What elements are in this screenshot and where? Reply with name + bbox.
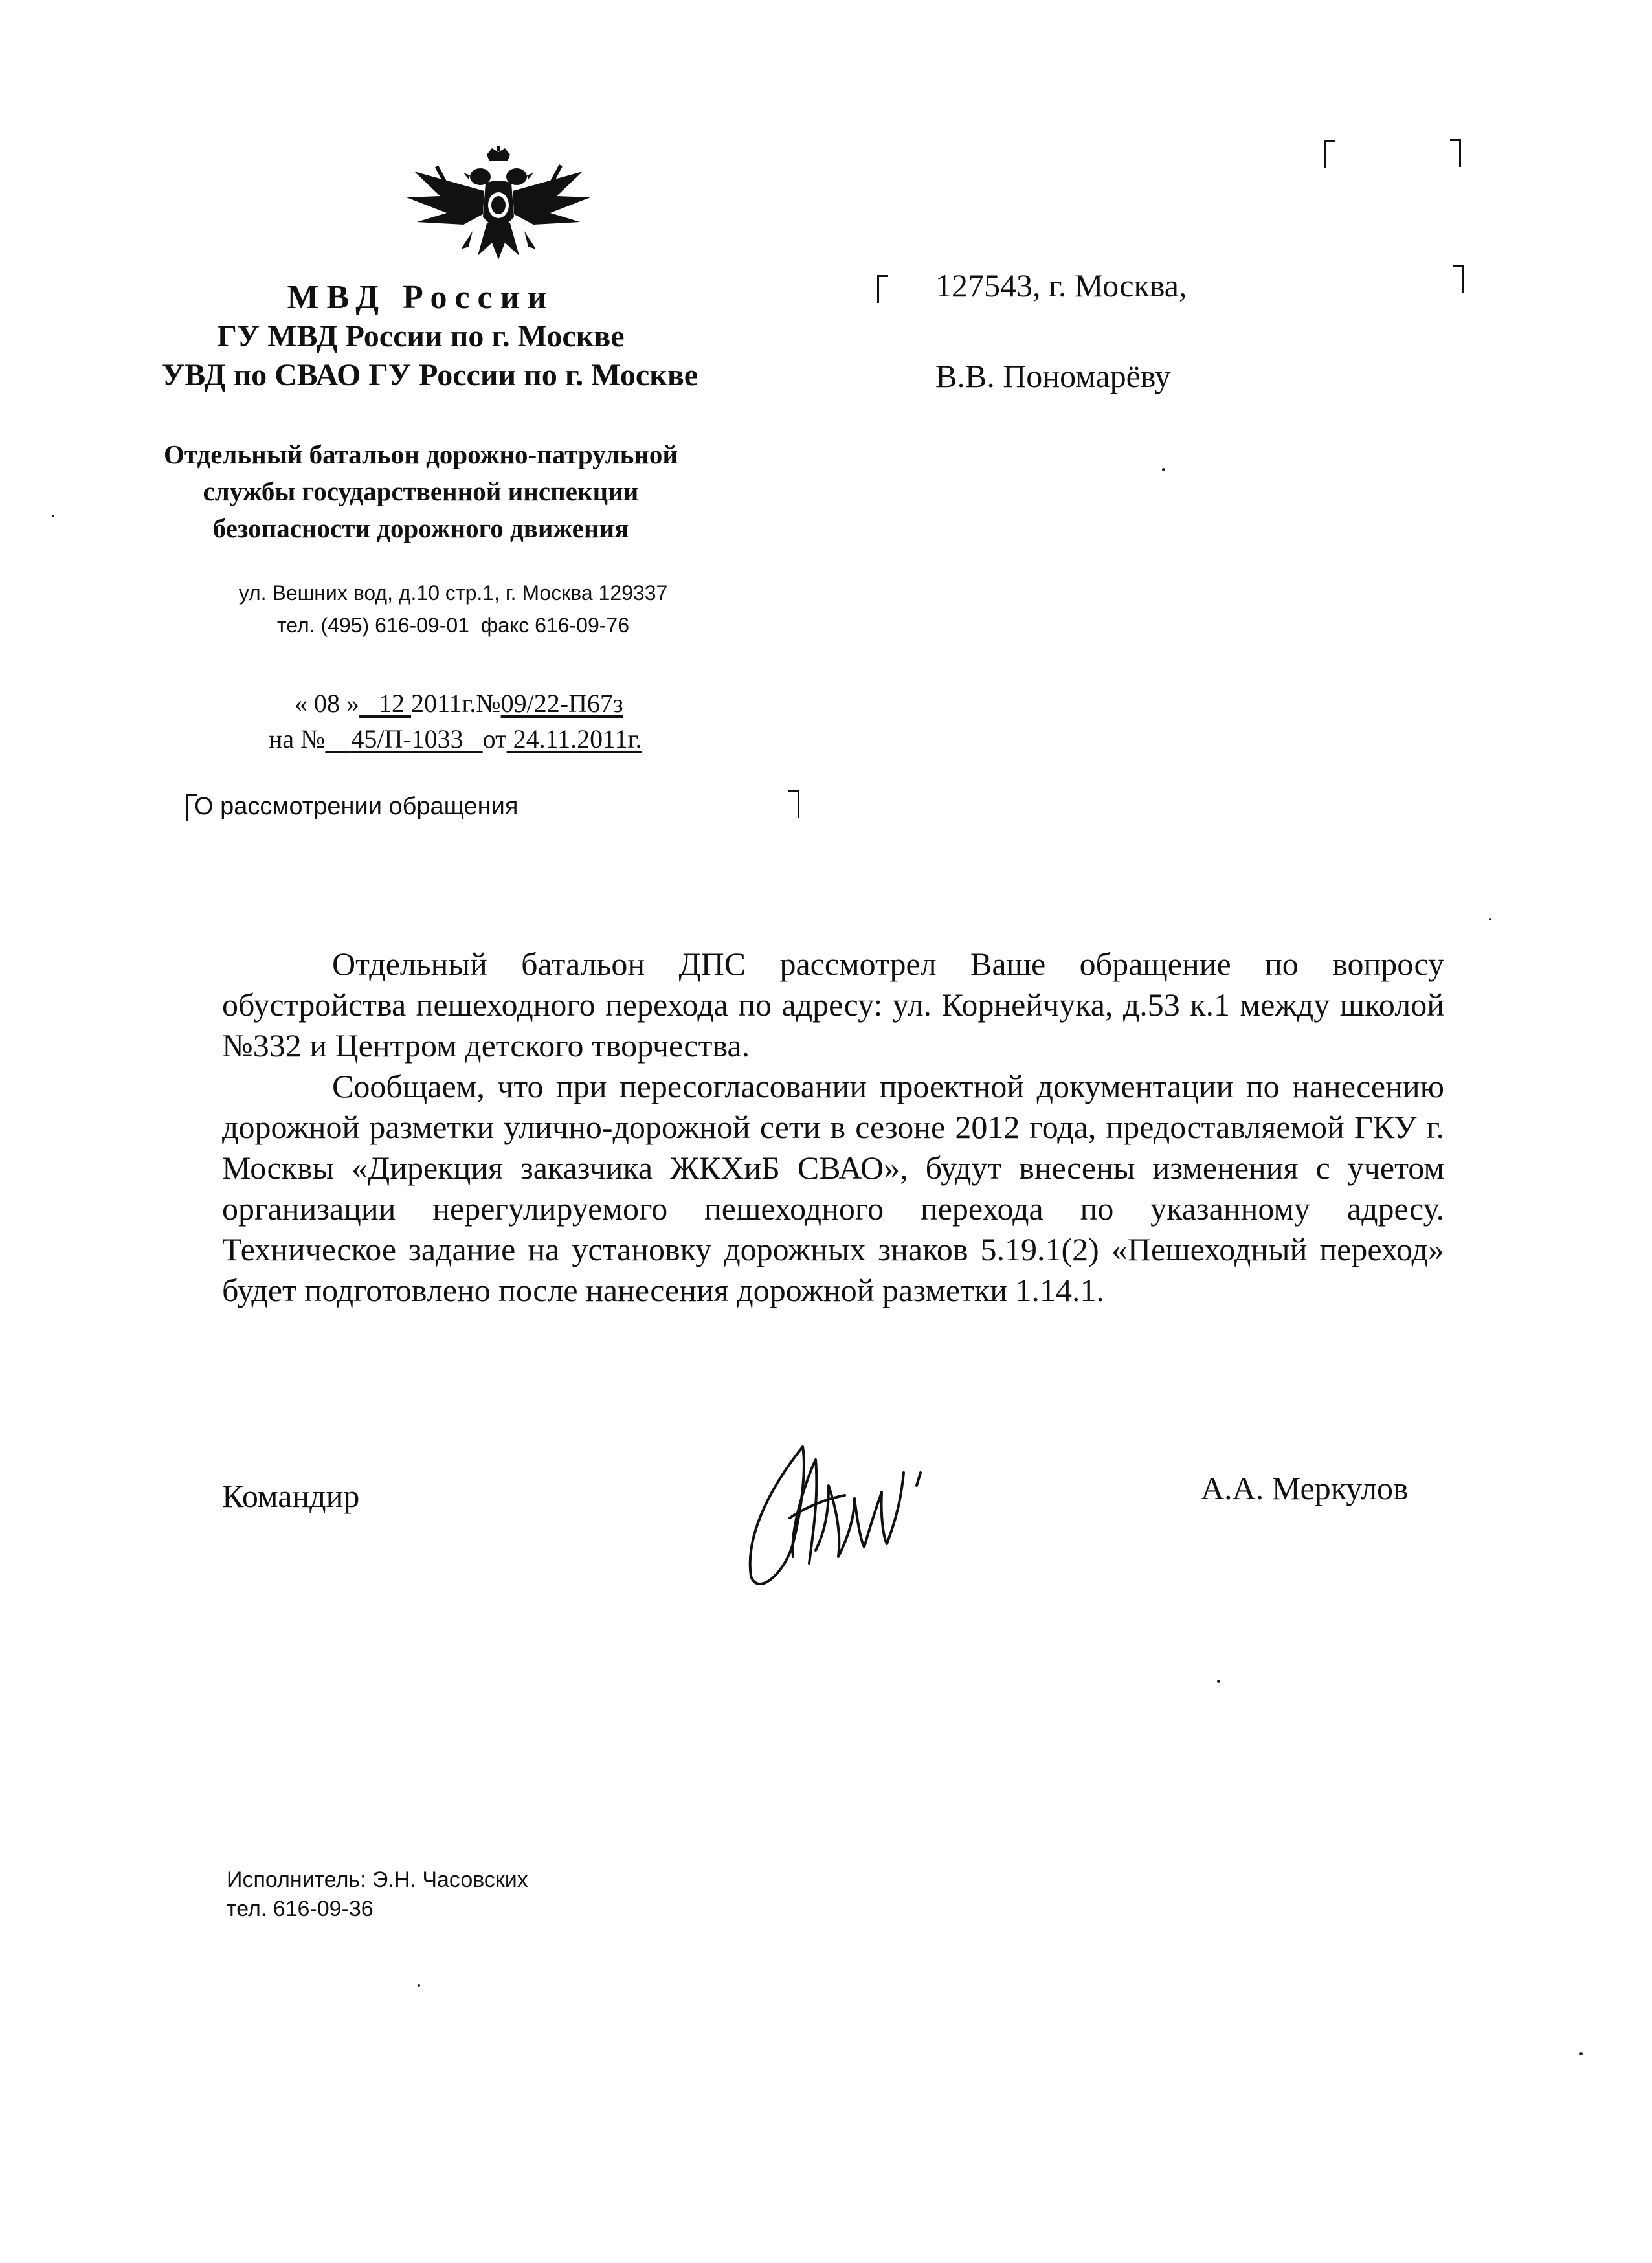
org-name: МВД России xyxy=(287,279,555,316)
reply-from-prefix: от xyxy=(482,724,507,753)
subject-line: О рассмотрении обращения xyxy=(194,793,519,820)
unit-name-line: безопасности дорожного движения xyxy=(212,513,629,543)
org-fax: факс 616-09-76 xyxy=(480,614,629,637)
org-department: ГУ МВД России по г. Москве xyxy=(217,319,625,353)
letter-body xyxy=(222,944,1444,1311)
recipient-field-bracket-close xyxy=(1450,139,1461,167)
scan-speck xyxy=(1489,918,1491,920)
scan-speck xyxy=(418,1984,420,1987)
reg-number: 09/22-П67з xyxy=(500,689,623,718)
recipient-bracket-close xyxy=(1453,265,1464,293)
org-contacts xyxy=(214,614,693,638)
executor-name: Исполнитель: Э.Н. Часовских xyxy=(227,1867,528,1892)
subject-bracket-close xyxy=(788,790,799,818)
body-paragraph: Отдельный батальон ДПС рассмотрел Ваше обращение по вопросу обустройства пешеходного перехода по адресу: ул. Корнейчука, д.53 к.1 между школой №332 и Центром детского творчества. xyxy=(222,946,1444,1064)
reply-number: 45/П-1033 xyxy=(351,724,463,753)
unit-name-line: Отдельный батальон дорожно-патрульной xyxy=(163,440,678,469)
scan-speck xyxy=(1162,468,1165,471)
unit-name-line: службы государственной инспекции xyxy=(203,476,639,506)
in-reply-to xyxy=(269,724,642,754)
executor-phone: тел. 616-09-36 xyxy=(227,1897,374,1921)
signer-title: Командир xyxy=(222,1478,360,1514)
body-paragraph: Сообщаем, что при пересогласовании проектной документации по нанесению дорожной разметки улично-дорожной сети в сезоне 2012 года, предоставляемой ГКУ г. Москвы «Дирекция заказчика ЖКХиБ СВАО», будут внесены изменения с учетом организации нерегулируемого пешеходного перехода по указанному адресу. Техническое задание на установку дорожных знаков 5.19.1(2) «Пешеходный переход» будет подготовлено после нанесения дорожной разметки 1.14.1. xyxy=(222,1068,1444,1308)
double-headed-eagle-emblem-icon xyxy=(401,146,596,275)
scan-speck xyxy=(1217,1680,1220,1683)
scan-speck xyxy=(1579,2052,1583,2055)
org-district-department: УВД по СВАО ГУ России по г. Москве xyxy=(162,358,698,392)
org-address: ул. Вешних вод, д.10 стр.1, г. Москва 129337 xyxy=(238,581,668,605)
reg-number-prefix: № xyxy=(476,689,501,718)
reg-year: 2011г. xyxy=(411,689,476,718)
signer-name: А.А. Меркулов xyxy=(1201,1470,1409,1506)
recipient-address: 127543, г. Москва, xyxy=(935,267,1187,304)
org-phone: тел. (495) 616-09-01 xyxy=(276,614,469,637)
reply-date: 24.11.2011г. xyxy=(513,724,642,753)
reg-month: 12 xyxy=(379,689,405,718)
recipient-field-bracket-open xyxy=(1324,140,1335,168)
handwritten-signature-icon xyxy=(731,1427,965,1596)
recipient-name: В.В. Пономарёву xyxy=(935,358,1171,394)
reply-prefix: на № xyxy=(269,724,326,753)
scan-speck xyxy=(52,515,54,517)
reg-day: « 08 » xyxy=(295,689,359,718)
recipient-bracket-open xyxy=(877,275,888,303)
registration-date-number xyxy=(295,688,623,719)
